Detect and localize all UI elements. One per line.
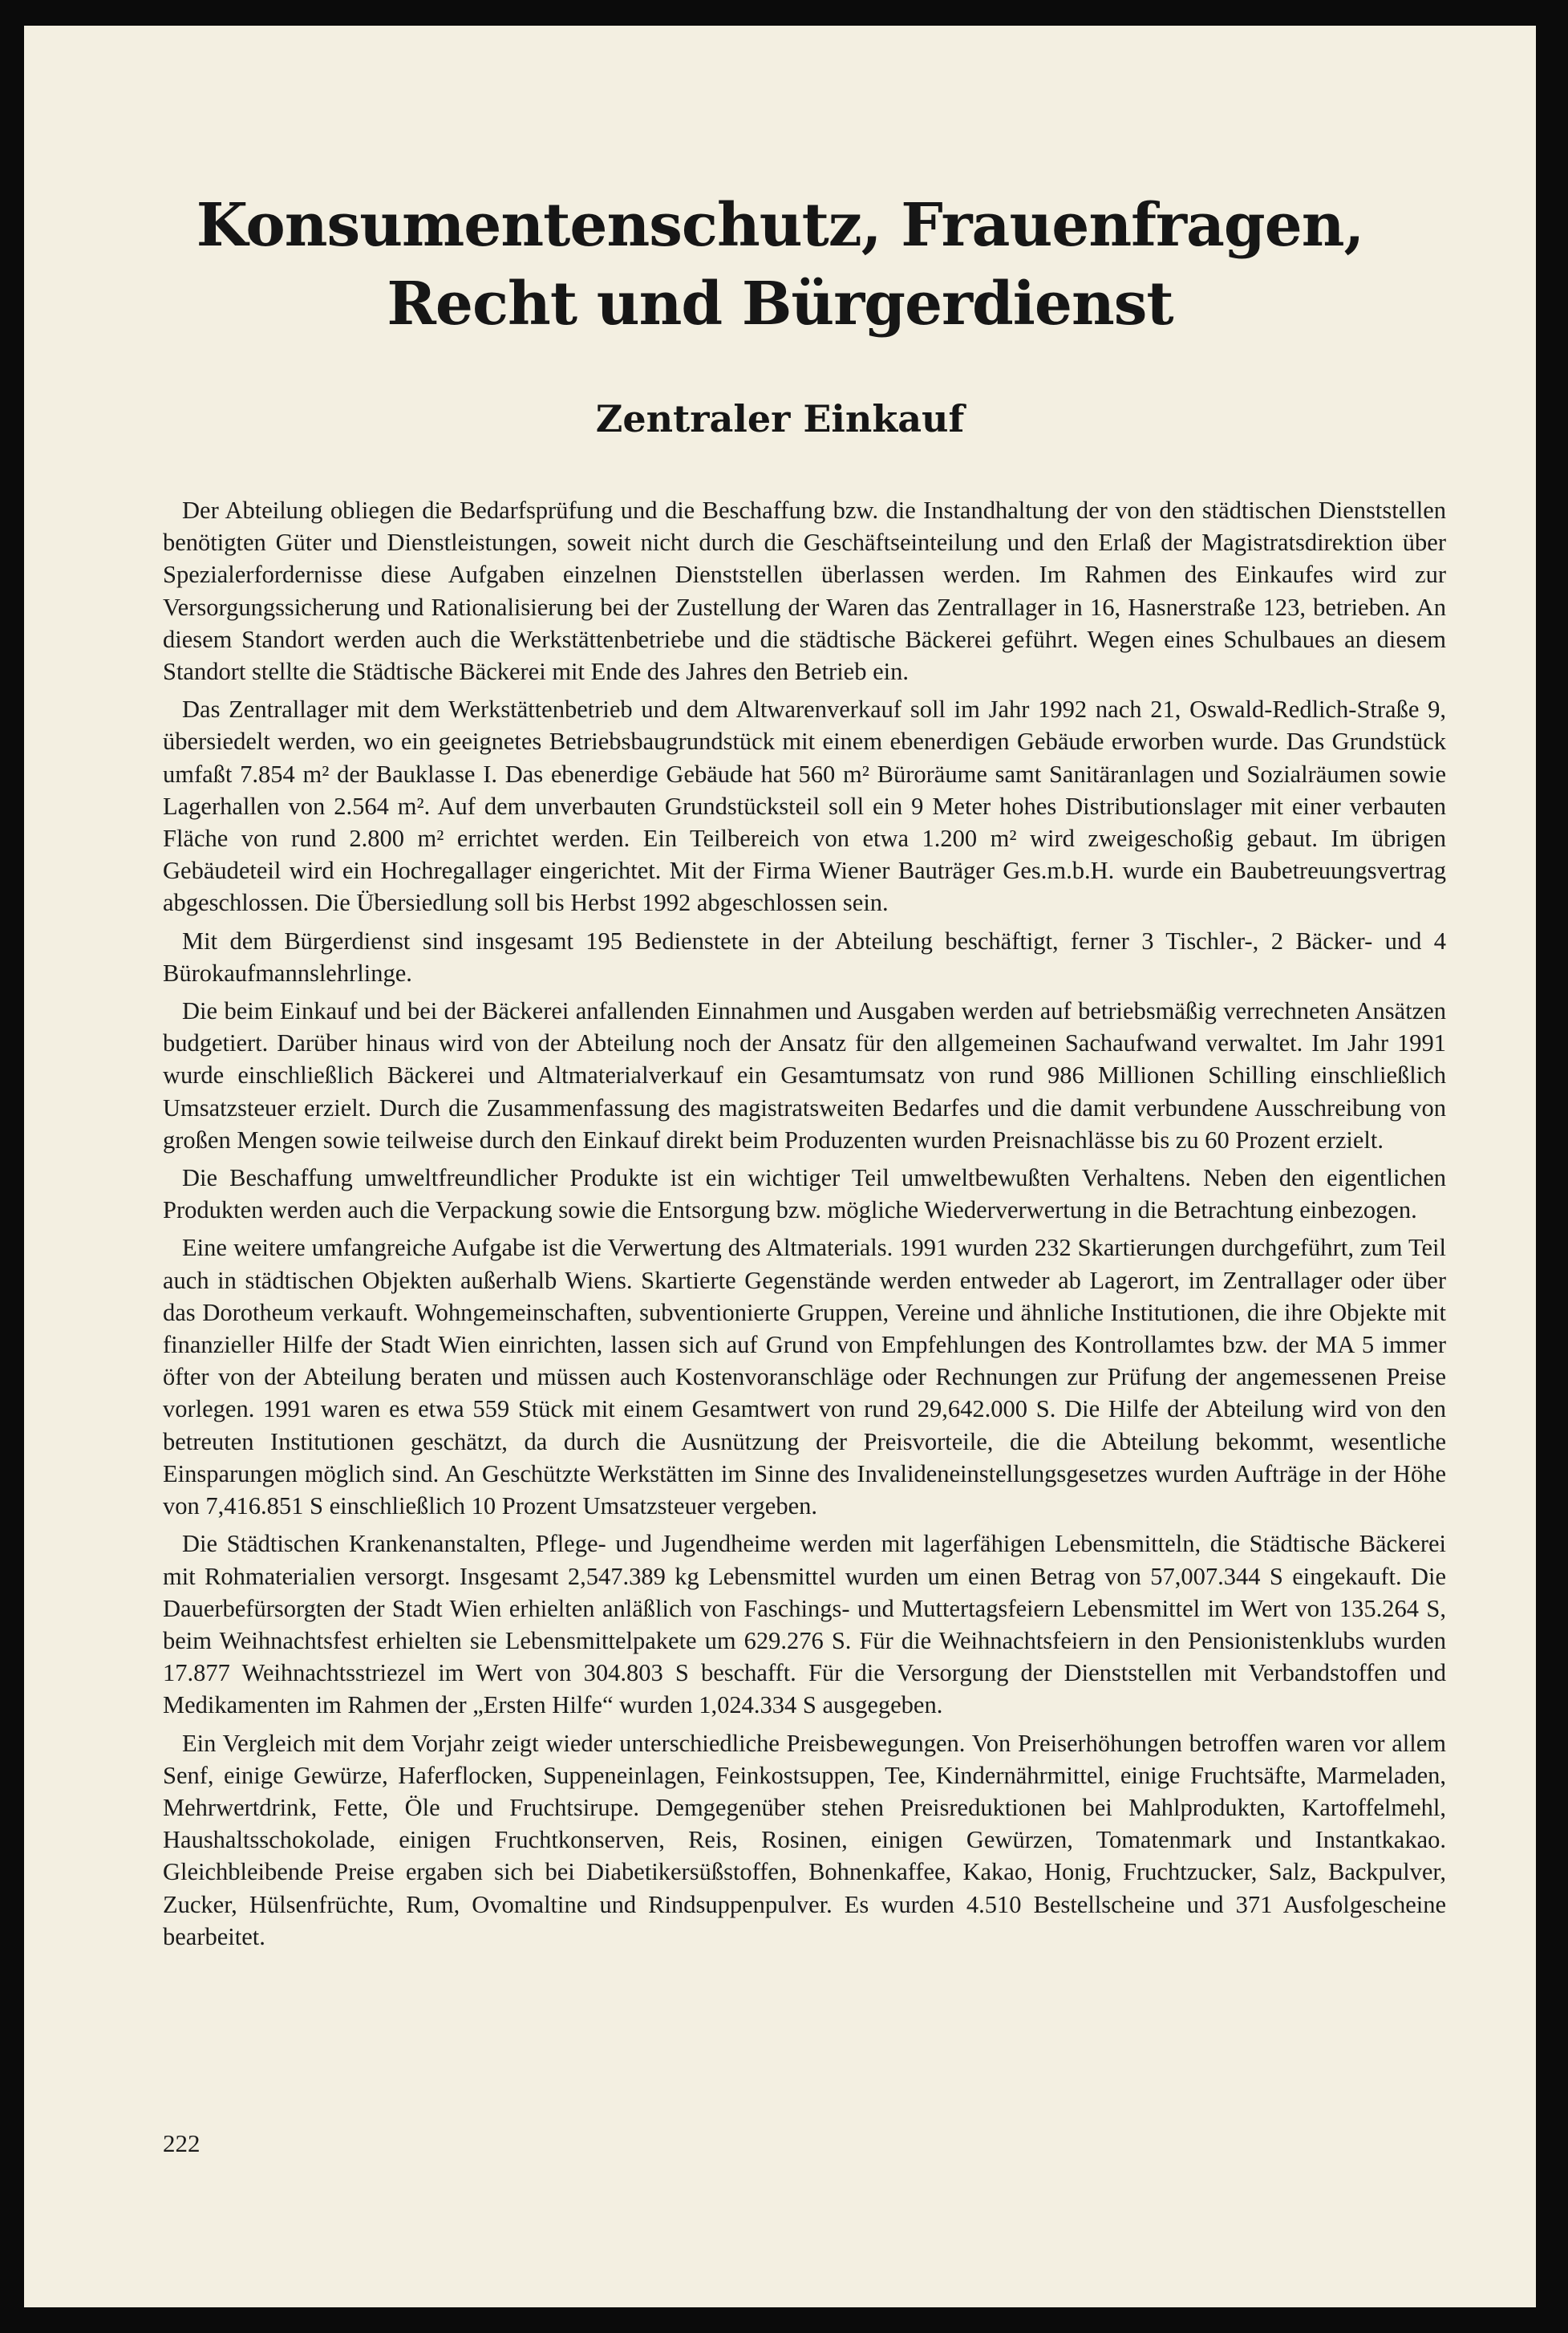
page-title-line-1: Konsumentenschutz, Frauenfragen,	[196, 191, 1364, 260]
page-title	[24, 186, 1536, 343]
page-title-line-2: Recht und Bürgerdienst	[387, 270, 1173, 339]
paragraph: Eine weitere umfangreiche Aufgabe ist die Verwertung des Altmaterials. 1991 wurden 232 Skartierungen durchgeführt, zum Teil auch in städtischen Objekten außerhalb Wiens. Skartierte Gegenstände werden entweder ab Lagerort, im Zentrallager oder über das Dorotheum verkauft. Wohngemeinschaften, subventionierte Gruppen, Vereine und ähnliche Institutionen, die ihre Objekte mit finanzieller Hilfe der Stadt Wien einrichten, lassen sich auf Grund von Empfehlungen des Kontrollamtes bzw. der MA 5 immer öfter von der Abteilung beraten und müssen auch Kostenvoranschläge oder Rechnungen zur Prüfung der angemessenen Preise vorlegen. 1991 waren es etwa 559 Stück mit einem Gesamtwert von rund 29,642.000 S. Die Hilfe der Abteilung wird von den betreuten Institutionen geschätzt, da durch die Ausnützung der Preisvorteile, die die Abteilung bekommt, wesentliche Einsparungen möglich sind. An Geschützte Werkstätten im Sinne des Invalideneinstellungsgesetzes wurden Aufträge in der Höhe von 7,416.851 S einschließlich 10 Prozent Umsatzsteuer vergeben.	[163, 1234, 1446, 1520]
paragraph: Der Abteilung obliegen die Bedarfsprüfung und die Beschaffung bzw. die Instandhaltung der von den städtischen Dienststellen benötigten Güter und Dienstleistungen, soweit nicht durch die Geschäftseinteilung und den Erlaß der Magistratsdirektion über Spezialerfordernisse diese Aufgaben einzelnen Dienststellen überlassen werden. Im Rahmen des Einkaufes wird zur Versorgungssicherung und Rationalisierung bei der Zustellung der Waren das Zentrallager in 16, Hasnerstraße 123, betrieben. An diesem Standort werden auch die Werkstättenbetriebe und die städtische Bäckerei geführt. Wegen eines Schulbaues an diesem Standort stellte die Städtische Bäckerei mit Ende des Jahres den Betrieb ein.	[163, 497, 1446, 686]
paragraph: Ein Vergleich mit dem Vorjahr zeigt wieder unterschiedliche Preisbewegungen. Von Preiserhöhungen betroffen waren vor allem Senf, einige Gewürze, Haferflocken, Suppeneinlagen, Feinkostsuppen, Tee, Kindernährmittel, einige Fruchtsäfte, Marmeladen, Mehrwertdrink, Fette, Öle und Fruchtsirupe. Demgegenüber stehen Preisreduktionen bei Mahlprodukten, Kartoffelmehl, Haushaltsschokolade, einigen Fruchtkonserven, Reis, Rosinen, einigen Gewürzen, Tomatenmark und Instantkakao. Gleichbleibende Preise ergaben sich bei Diabetikersüßstoffen, Bohnenkaffee, Kakao, Honig, Fruchtzucker, Salz, Backpulver, Zucker, Hülsenfrüchte, Rum, Ovomaltine und Rindsuppenpulver. Es wurden 4.510 Bestellscheine und 371 Ausfolgescheine bearbeitet.	[163, 1729, 1446, 1950]
section-heading: Zentraler Einkauf	[595, 397, 965, 440]
paragraph: Die Beschaffung umweltfreundlicher Produkte ist ein wichtiger Teil umweltbewußten Verhaltens. Neben den eigentlichen Produkten werden auch die Verpackung sowie die Entsorgung bzw. mögliche Wiederverwertung in die Betrachtung einbezogen.	[163, 1164, 1446, 1224]
paragraph: Das Zentrallager mit dem Werkstättenbetrieb und dem Altwarenverkauf soll im Jahr 1992 nach 21, Oswald-Redlich-Straße 9, übersiedelt werden, wo ein geeignetes Betriebsbaugrundstück mit einem ebenerdigen Gebäude erworben wurde. Das Grundstück umfaßt 7.854 m² der Bauklasse I. Das ebenerdige Gebäude hat 560 m² Büroräume samt Sanitäranlagen und Sozialräumen sowie Lagerhallen von 2.564 m². Auf dem unverbauten Grundstücksteil soll ein 9 Meter hohes Distributionslager mit einer verbauten Fläche von rund 2.800 m² errichtet werden. Ein Teilbereich von etwa 1.200 m² wird zweigeschoßig gebaut. Im übrigen Gebäudeteil wird ein Hochregallager eingerichtet. Mit der Firma Wiener Bauträger Ges.m.b.H. wurde ein Baubetreuungsvertrag abgeschlossen. Die Übersiedlung soll bis Herbst 1992 abgeschlossen sein.	[163, 696, 1446, 917]
body-text	[163, 494, 1446, 1958]
page-number: 222	[163, 2129, 201, 2157]
paragraph: Die beim Einkauf und bei der Bäckerei anfallenden Einnahmen und Ausgaben werden auf betriebsmäßig verrechneten Ansätzen budgetiert. Darüber hinaus wird von der Abteilung noch der Ansatz für den allgemeinen Sachaufwand verwaltet. Im Jahr 1991 wurde einschließlich Bäckerei und Altmaterialverkauf ein Gesamtumsatz von rund 986 Millionen Schilling einschließlich Umsatzsteuer erzielt. Durch die Zusammenfassung des magistratsweiten Bedarfes und die damit verbundene Ausschreibung von großen Mengen sowie teilweise durch den Einkauf direkt beim Produzenten wurden Preisnachlässe bis zu 60 Prozent erzielt.	[163, 997, 1446, 1154]
paragraph: Die Städtischen Krankenanstalten, Pflege- und Jugendheime werden mit lagerfähigen Lebensmitteln, die Städtische Bäckerei mit Rohmaterialien versorgt. Insgesamt 2,547.389 kg Lebensmittel wurden um einen Betrag von 57,007.344 S eingekauft. Die Dauerbefürsorgten der Stadt Wien erhielten anläßlich von Faschings- und Muttertagsfeiern Lebensmittel im Wert von 135.264 S, beim Weihnachtsfest erhielten sie Lebensmittelpakete um 629.276 S. Für die Weihnachtsfeiern in den Pensionistenklubs wurden 17.877 Weihnachtsstriezel im Wert von 304.803 S beschafft. Für die Versorgung der Dienststellen mit Verbandstoffen und Medikamenten im Rahmen der „Ersten Hilfe“ wurden 1,024.334 S ausgegeben.	[163, 1530, 1446, 1719]
document-page	[24, 26, 1536, 2307]
paragraph: Mit dem Bürgerdienst sind insgesamt 195 Bedienstete in der Abteilung beschäftigt, ferner 3 Tischler-, 2 Bäcker- und 4 Bürokaufmannslehrlinge.	[163, 927, 1446, 987]
